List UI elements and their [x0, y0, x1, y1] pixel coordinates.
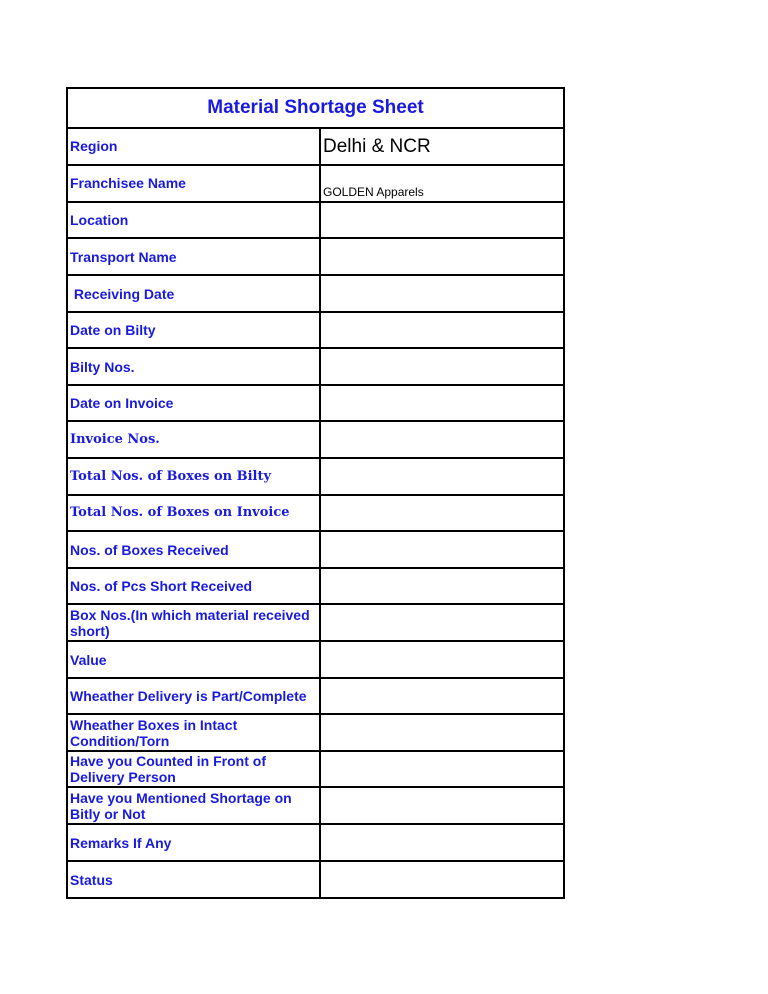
- label-delivery-part-complete: Wheather Delivery is Part/Complete: [68, 679, 321, 713]
- row-mentioned-shortage: [68, 788, 563, 825]
- value-invoice-nos[interactable]: [321, 422, 563, 457]
- value-mentioned-shortage[interactable]: [321, 788, 563, 823]
- row-counted-in-front: [68, 752, 563, 788]
- value-pcs-short-received[interactable]: [321, 569, 563, 603]
- value-status[interactable]: [321, 862, 563, 897]
- row-date-on-bilty: [68, 313, 563, 349]
- value-bilty-nos[interactable]: [321, 349, 563, 384]
- row-region: [68, 129, 563, 166]
- row-boxes-intact: [68, 715, 563, 752]
- value-transport-name[interactable]: [321, 239, 563, 274]
- row-total-boxes-invoice: [68, 496, 563, 532]
- label-value: Value: [68, 642, 321, 677]
- material-shortage-sheet: [66, 87, 565, 899]
- row-bilty-nos: [68, 349, 563, 386]
- label-receiving-date: Receiving Date: [68, 276, 321, 311]
- value-date-on-invoice[interactable]: [321, 386, 563, 420]
- sheet-title-row: [68, 89, 563, 129]
- label-franchisee-name: Franchisee Name: [68, 166, 321, 201]
- value-location[interactable]: [321, 203, 563, 237]
- value-value[interactable]: [321, 642, 563, 677]
- label-invoice-nos: Invoice Nos.: [68, 422, 321, 457]
- row-delivery-part-complete: [68, 679, 563, 715]
- row-value: [68, 642, 563, 679]
- value-delivery-part-complete[interactable]: [321, 679, 563, 713]
- row-box-nos: [68, 605, 563, 642]
- label-counted-in-front: Have you Counted in Front of Delivery Person: [68, 752, 321, 786]
- label-box-nos: Box Nos.(In which material received short): [68, 605, 321, 640]
- label-total-boxes-invoice: Total Nos. of Boxes on Invoice: [68, 496, 321, 530]
- value-boxes-received[interactable]: [321, 532, 563, 567]
- row-franchisee-name: [68, 166, 563, 203]
- row-transport-name: [68, 239, 563, 276]
- row-boxes-received: [68, 532, 563, 569]
- value-boxes-intact[interactable]: [321, 715, 563, 750]
- row-status: [68, 862, 563, 897]
- label-total-boxes-bilty: Total Nos. of Boxes on Bilty: [68, 459, 321, 494]
- label-boxes-intact: Wheather Boxes in Intact Condition/Torn: [68, 715, 321, 750]
- sheet-title: Material Shortage Sheet: [207, 97, 424, 118]
- value-box-nos[interactable]: [321, 605, 563, 640]
- label-date-on-invoice: Date on Invoice: [68, 386, 321, 420]
- value-region[interactable]: Delhi & NCR: [323, 135, 431, 157]
- label-boxes-received: Nos. of Boxes Received: [68, 532, 321, 567]
- value-total-boxes-invoice[interactable]: [321, 496, 563, 530]
- row-location: [68, 203, 563, 239]
- label-region: Region: [68, 129, 321, 164]
- row-remarks: [68, 825, 563, 862]
- value-franchisee-name[interactable]: GOLDEN Apparels: [323, 185, 424, 199]
- value-remarks[interactable]: [321, 825, 563, 860]
- label-bilty-nos: Bilty Nos.: [68, 349, 321, 384]
- label-date-on-bilty: Date on Bilty: [68, 313, 321, 347]
- label-remarks: Remarks If Any: [68, 825, 321, 860]
- label-pcs-short-received: Nos. of Pcs Short Received: [68, 569, 321, 603]
- value-total-boxes-bilty[interactable]: [321, 459, 563, 494]
- row-invoice-nos: [68, 422, 563, 459]
- row-total-boxes-bilty: [68, 459, 563, 496]
- value-receiving-date[interactable]: [321, 276, 563, 311]
- value-counted-in-front[interactable]: [321, 752, 563, 786]
- label-transport-name: Transport Name: [68, 239, 321, 274]
- row-date-on-invoice: [68, 386, 563, 422]
- label-status: Status: [68, 862, 321, 897]
- label-location: Location: [68, 203, 321, 237]
- row-pcs-short-received: [68, 569, 563, 605]
- value-date-on-bilty[interactable]: [321, 313, 563, 347]
- row-receiving-date: [68, 276, 563, 313]
- label-mentioned-shortage: Have you Mentioned Shortage on Bitly or Not: [68, 788, 321, 823]
